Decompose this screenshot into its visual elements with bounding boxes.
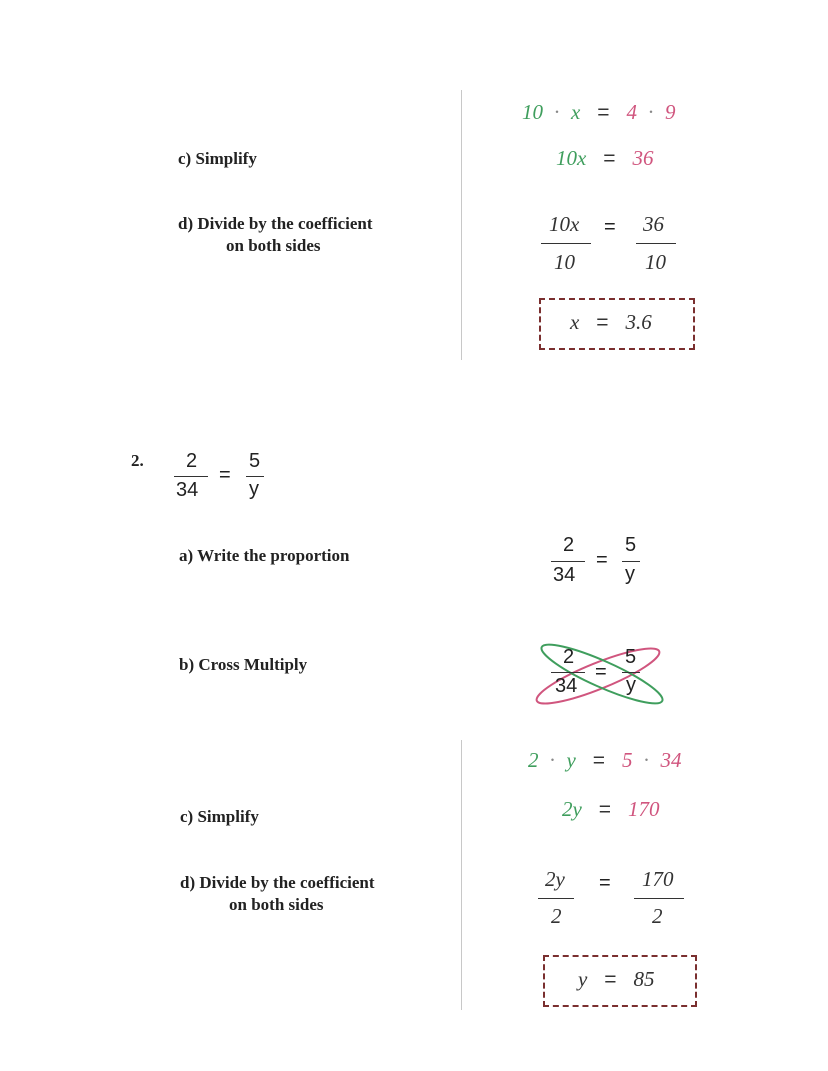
column-divider-bottom	[461, 740, 462, 1010]
proportion-left-numerator: 2	[563, 534, 575, 556]
cross-right-numerator: 5	[625, 646, 637, 668]
problem-2-equals: =	[219, 464, 231, 486]
problem-2-left-denominator: 34	[176, 479, 199, 501]
proportion-right-numerator: 5	[625, 534, 637, 556]
right-denominator-1: 10	[645, 250, 666, 274]
right-numerator-1: 36	[643, 212, 664, 236]
divide-label-2-line2: on both sides	[229, 895, 324, 914]
answer-2: y = 85	[578, 967, 655, 991]
simplify-label-1: c) Simplify	[178, 149, 257, 168]
cross-equals: =	[595, 661, 607, 683]
cross-multiply-label: b) Cross Multiply	[179, 655, 308, 674]
left-numerator-2: 2y	[545, 867, 565, 891]
proportion-right-denominator: y	[625, 563, 635, 585]
problem-number-2: 2.	[131, 451, 144, 470]
cross-right-denominator: y	[626, 674, 636, 696]
cross-multiply-row-2: 2 · y = 5 · 34	[528, 748, 682, 772]
cross-left-bar	[551, 672, 585, 673]
equals-1: =	[604, 216, 616, 238]
proportion-left-denominator: 34	[553, 564, 576, 586]
proportion-equals: =	[596, 549, 608, 571]
left-fraction-bar-2	[538, 898, 574, 899]
simplify-row-1: 10x = 36	[556, 146, 654, 170]
divide-label-2-line1: d) Divide by the coefficient	[180, 873, 375, 892]
left-fraction-bar-1	[541, 243, 591, 244]
right-denominator-2: 2	[652, 904, 663, 928]
right-fraction-bar-2	[634, 898, 684, 899]
cross-left-numerator: 2	[563, 646, 575, 668]
left-numerator-1: 10x	[549, 212, 580, 236]
right-numerator-2: 170	[642, 867, 674, 891]
equals-2: =	[599, 872, 611, 894]
divide-label-1-line2: on both sides	[226, 236, 321, 255]
answer-1: x = 3.6	[570, 310, 652, 334]
cross-right-bar	[622, 672, 640, 673]
left-denominator-2: 2	[551, 904, 562, 928]
column-divider-top	[461, 90, 462, 360]
proportion-left-bar	[551, 561, 585, 562]
simplify-label-2: c) Simplify	[180, 807, 259, 826]
proportion-right-bar	[622, 561, 640, 562]
problem-2-right-numerator: 5	[249, 450, 261, 472]
problem-2-right-denominator: y	[249, 478, 259, 500]
divide-label-1-line1: d) Divide by the coefficient	[178, 214, 373, 233]
problem-2-left-bar	[174, 476, 208, 477]
cross-multiply-row-1: 10 · x = 4 · 9	[522, 100, 676, 124]
cross-left-denominator: 34	[555, 675, 578, 697]
proportion-label: a) Write the proportion	[179, 546, 350, 565]
right-fraction-bar-1	[636, 243, 676, 244]
problem-2-left-numerator: 2	[186, 450, 198, 472]
left-denominator-1: 10	[554, 250, 575, 274]
simplify-row-2: 2y = 170	[562, 797, 660, 821]
problem-2-right-bar	[246, 476, 264, 477]
